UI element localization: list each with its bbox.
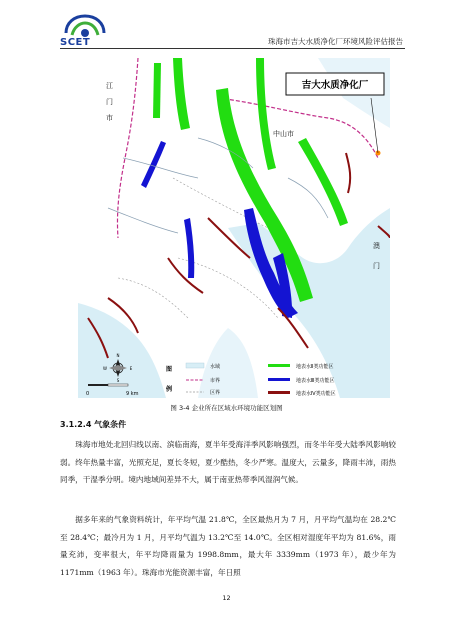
legend-label-city-boundary: 市界	[210, 378, 221, 384]
svg-text:澳: 澳	[373, 242, 380, 250]
report-title: 珠海市吉大水质净化厂环境风险评估报告	[268, 37, 403, 46]
legend-label-class-ii: 地表水Ⅱ类功能区	[296, 364, 334, 370]
compass-w: W	[103, 366, 107, 371]
compass-n: N	[116, 353, 120, 358]
header-divider	[60, 48, 405, 49]
svg-text:市: 市	[106, 114, 113, 122]
legend-title-part2: 例	[166, 386, 173, 393]
city-label-zhongshan: 中山市	[273, 130, 294, 138]
callout-label: 吉大水质净化厂	[301, 80, 369, 91]
section-heading: 3.1.2.4 气象条件	[60, 420, 127, 429]
compass-s: S	[116, 378, 120, 383]
legend-label-class-iii: 地表水Ⅲ类功能区	[296, 378, 335, 384]
svg-text:江: 江	[106, 82, 113, 90]
legend-title-part1: 图	[166, 366, 173, 373]
legend-label-class-iv: 地表水Ⅳ类功能区	[296, 391, 336, 397]
compass-e: E	[129, 366, 133, 371]
city-label-jiangmen	[106, 81, 113, 122]
svg-text:门: 门	[373, 262, 380, 270]
scale-end: 9 km	[126, 391, 139, 397]
figure-caption: 图 3-4 企业所在区域水环境功能区划图	[170, 404, 283, 412]
water-function-zone-map	[78, 58, 390, 398]
logo-text: SCET	[60, 37, 91, 48]
svg-text:门: 门	[106, 98, 113, 106]
legend-label-water: 水域	[210, 364, 221, 370]
page-header	[0, 0, 453, 52]
paragraph-climate-statistics: 据多年来的气象资料统计，年平均气温 21.8℃，全区最热月为 7 月，月平均气温均在 28.2℃至 28.4℃；最冷月为 1 月，月平均气温为 13.2℃至 14.0℃。全区相对湿度年平均为 81.6%，雨量充沛，变率很大，年平均降雨量为 1998.8mm，最大年 3339mm（1973 年），最少年为 1171mm（1963 年）。珠海市光能资源丰富，年日照	[60, 515, 396, 577]
legend-label-district-boundary: 区界	[210, 390, 221, 396]
paragraph-climate-overview: 珠海市地处北回归线以南、滨临南海，夏半年受海洋季风影响强烈，而冬半年受大陆季风影响较弱。终年热量丰富，光照充足，夏长冬短，夏少酷热，冬少严寒。温度大，云量多，降雨丰沛，雨热同季，干湿季分明。境内地域间差异不大，属于南亚热带季风湿润气候。	[60, 440, 396, 484]
page-number: 12	[222, 594, 231, 602]
scale-start: 0	[86, 391, 90, 397]
